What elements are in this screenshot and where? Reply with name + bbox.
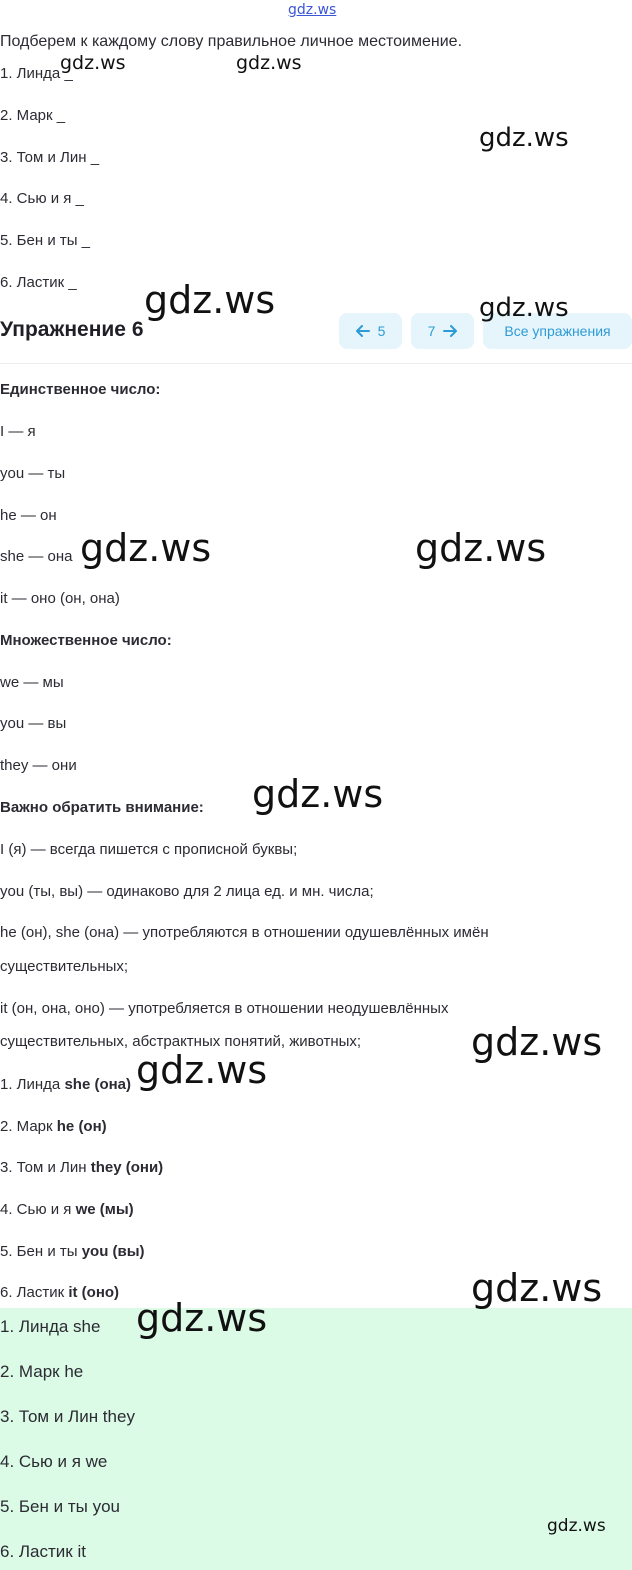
note-item: it (он, она, оно) — употребляется в отношении неодушевлённых (0, 1000, 449, 1017)
blank-item-1: 1. Линда _ (0, 65, 73, 82)
watermark: gdz.ws (471, 1020, 603, 1064)
final-answer-item: 4. Сью и я we (0, 1452, 108, 1471)
watermark: gdz.ws (479, 123, 569, 153)
answer-value: it (оно) (68, 1284, 120, 1301)
note-item: he (он), she (она) — употребляются в отношении одушевлённых имён (0, 924, 489, 941)
plural-item: you — вы (0, 715, 67, 732)
singular-item: he — он (0, 507, 57, 524)
blank-item-5: 5. Бен и ты _ (0, 232, 91, 249)
watermark: gdz.ws (136, 1296, 268, 1340)
next-exercise-label: 7 (427, 323, 436, 339)
arrow-right-icon (443, 325, 457, 337)
answer-value: we (мы) (75, 1201, 134, 1218)
watermark: gdz.ws (60, 52, 126, 74)
notes-heading: Важно обратить внимание: (0, 799, 204, 816)
arrow-left-icon (356, 325, 370, 337)
header-divider (0, 363, 632, 364)
prev-exercise-label: 5 (377, 323, 386, 339)
watermark: gdz.ws (479, 293, 569, 323)
plural-item: they — они (0, 757, 77, 774)
answer-value: she (она) (64, 1076, 132, 1093)
next-exercise-button[interactable] (411, 313, 474, 349)
answer-item: 4. Сью и я we (мы) (0, 1201, 134, 1218)
answer-value: they (они) (90, 1159, 164, 1176)
answer-item: 1. Линда she (она) (0, 1076, 132, 1093)
intro-text: Подберем к каждому слову правильное личное местоимение. (0, 33, 463, 50)
watermark: gdz.ws (136, 1048, 268, 1092)
answer-value: you (вы) (81, 1243, 145, 1260)
top-watermark-link[interactable]: gdz.ws (288, 2, 337, 18)
singular-item: it — оно (он, она) (0, 590, 120, 607)
final-answer-item: 6. Ластик it (0, 1542, 86, 1561)
note-item-continuation: существительных, абстрактных понятий, животных; (0, 1033, 362, 1050)
note-item-continuation: существительных; (0, 958, 129, 975)
answer-value: he (он) (56, 1118, 107, 1135)
note-item: I (я) — всегда пишется с прописной буквы; (0, 841, 298, 858)
final-answer-item: 3. Том и Лин they (0, 1407, 135, 1426)
singular-item: she — она (0, 548, 73, 565)
exercise-title: Упражнение 6 (0, 318, 144, 341)
singular-heading: Единственное число: (0, 381, 161, 398)
blank-item-2: 2. Марк _ (0, 107, 66, 124)
singular-item: I — я (0, 423, 36, 440)
watermark: gdz.ws (236, 52, 302, 74)
prev-exercise-button[interactable] (339, 313, 402, 349)
plural-heading: Множественное число: (0, 632, 172, 649)
final-answer-item: 5. Бен и ты you (0, 1497, 120, 1516)
blank-item-6: 6. Ластик _ (0, 274, 77, 291)
watermark: gdz.ws (471, 1266, 603, 1310)
watermark: gdz.ws (547, 1516, 606, 1536)
plural-item: we — мы (0, 674, 64, 691)
answer-item: 6. Ластик it (оно) (0, 1284, 120, 1301)
final-answer-item: 1. Линда she (0, 1317, 101, 1336)
answer-item: 3. Том и Лин they (они) (0, 1159, 164, 1176)
watermark: gdz.ws (80, 526, 212, 570)
singular-item: you — ты (0, 465, 66, 482)
blank-item-4: 4. Сью и я _ (0, 190, 84, 207)
final-answer-block (0, 1308, 632, 1570)
answer-item: 5. Бен и ты you (вы) (0, 1243, 145, 1260)
watermark: gdz.ws (252, 772, 384, 816)
blank-item-3: 3. Том и Лин _ (0, 149, 100, 166)
all-exercises-label: Все упражнения (504, 323, 611, 339)
watermark: gdz.ws (144, 278, 276, 322)
answer-item: 2. Марк he (он) (0, 1118, 107, 1135)
note-item: you (ты, вы) — одинаково для 2 лица ед. и мн. числа; (0, 883, 374, 900)
final-answer-item: 2. Марк he (0, 1362, 84, 1381)
watermark: gdz.ws (415, 526, 547, 570)
